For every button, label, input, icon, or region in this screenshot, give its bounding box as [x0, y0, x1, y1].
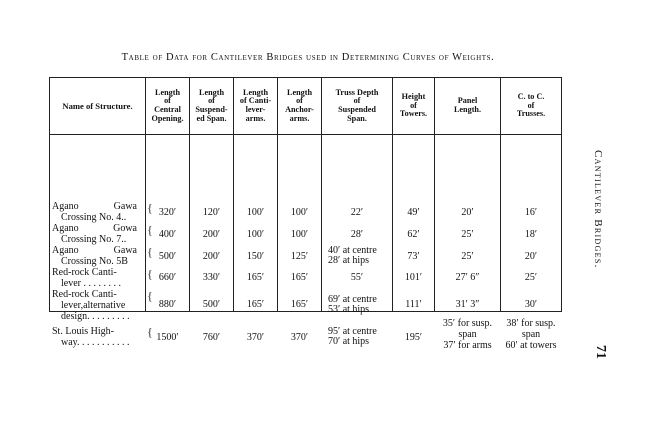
suspended-span-column — [190, 135, 234, 343]
header-panel-length: Panel Length. — [435, 78, 501, 135]
name-line: Red-rock Canti- — [52, 289, 117, 300]
truss-value: 55′ — [350, 272, 364, 283]
header-row — [50, 78, 562, 135]
panel-value: 35′ for susp. — [442, 318, 493, 329]
name-line: lever . . . . . . . . — [61, 278, 121, 289]
height-value: 111′ — [405, 299, 422, 310]
ctoc-value: 25′ — [524, 272, 538, 283]
brace-mark: { — [147, 325, 153, 339]
ctoc-value: 60′ at towers — [505, 340, 557, 351]
name-line: design. . . . . . . . . — [61, 311, 130, 322]
header-central-opening: Length of Central Opening. — [146, 78, 190, 135]
height-value: 101′ — [404, 272, 423, 283]
truss-value: 40′ at centre — [328, 245, 377, 256]
name-line: St. Louis High- — [52, 326, 114, 337]
c-to-c-column — [501, 135, 562, 351]
header-suspended-span: Length of Suspend- ed Span. — [190, 78, 234, 135]
name-line: Red-rock Canti- — [52, 267, 117, 278]
height-value: 62′ — [407, 229, 420, 240]
truss-value: 22′ — [350, 207, 364, 218]
anchor-value: 100′ — [290, 229, 309, 240]
height-value: 195′ — [404, 332, 423, 343]
panel-value: 27′ 6″ — [455, 272, 480, 283]
suspended-value: 760′ — [202, 332, 221, 343]
running-head: Cantilever Bridges. — [592, 150, 604, 269]
central-value: 660′ — [158, 272, 177, 283]
cantilever-value: 100′ — [246, 229, 265, 240]
header-height-towers: Height of Towers. — [393, 78, 435, 135]
ctoc-value: 18′ — [524, 229, 538, 240]
name-line: Crossing No. 4.. — [61, 212, 127, 223]
name-line: Agano Gawa — [52, 201, 137, 212]
panel-value: 25′ — [461, 229, 474, 240]
anchor-value: 100′ — [290, 207, 309, 218]
brace-mark: { — [147, 289, 153, 303]
name-line: Agano Gawa — [52, 245, 137, 256]
cantilever-data-table — [49, 77, 562, 351]
anchor-value: 165′ — [290, 299, 309, 310]
page-number: 71 — [593, 345, 608, 359]
suspended-value: 500′ — [202, 299, 221, 310]
central-value: 1500′ — [156, 332, 179, 343]
central-value: 320′ — [158, 207, 177, 218]
cantilever-value: 165′ — [246, 272, 265, 283]
truss-value: 28′ — [350, 229, 364, 240]
suspended-value: 120′ — [202, 207, 221, 218]
cantilever-value: 165′ — [246, 299, 265, 310]
name-line: way. . . . . . . . . . . — [61, 337, 130, 348]
header-c-to-c: C. to C. of Trusses. — [501, 78, 562, 135]
truss-value: 53′ at hips — [328, 304, 370, 315]
panel-length-column — [435, 135, 501, 351]
height-value: 49′ — [407, 207, 420, 218]
cantilever-value: 370′ — [246, 332, 265, 343]
cantilever-arms-column — [234, 135, 278, 343]
central-value: 880′ — [158, 299, 177, 310]
ctoc-value: 38′ for susp. — [506, 318, 556, 329]
suspended-value: 200′ — [202, 229, 221, 240]
anchor-value: 125′ — [290, 251, 309, 262]
ctoc-value: 16′ — [524, 207, 538, 218]
truss-value: 69′ at centre — [328, 294, 377, 305]
anchor-value: 165′ — [290, 272, 309, 283]
central-value: 400′ — [158, 229, 177, 240]
name-line: Agano Gowa — [52, 223, 137, 234]
brace-mark: { — [147, 201, 153, 215]
ctoc-value: 20′ — [524, 251, 538, 262]
panel-value: 37′ for arms — [443, 340, 492, 351]
header-anchor-arms: Length of Anchor- arms. — [278, 78, 322, 135]
cantilever-value: 150′ — [246, 251, 265, 262]
tower-height-column — [393, 135, 435, 343]
ctoc-value: span — [521, 329, 541, 340]
cantilever-value: 100′ — [246, 207, 265, 218]
name-column — [50, 135, 146, 348]
name-line: lever,alternative — [61, 300, 126, 311]
panel-value: 31′ 3″ — [455, 299, 480, 310]
panel-value: 25′ — [461, 251, 474, 262]
anchor-arms-column — [278, 135, 322, 343]
panel-value: span — [458, 329, 477, 340]
truss-value: 95′ at centre — [328, 326, 377, 337]
brace-mark: { — [147, 267, 153, 281]
brace-mark: { — [147, 223, 153, 237]
header-cantilever-arms: Length of Canti- lever- arms. — [234, 78, 278, 135]
table-caption: Table of Data for Cantilever Bridges used in Determining Curves of Weights. — [121, 52, 495, 63]
header-name: Name of Structure. — [50, 78, 146, 135]
header-truss-depth: Truss Depth of Suspended Span. — [322, 78, 393, 135]
brace-mark: { — [147, 245, 153, 259]
ctoc-value: 30′ — [524, 299, 538, 310]
suspended-value: 330′ — [202, 272, 221, 283]
truss-value: 28′ at hips — [328, 255, 370, 266]
central-value: 500′ — [158, 251, 177, 262]
height-value: 73′ — [407, 251, 420, 262]
name-line: Crossing No. 5B — [61, 256, 128, 267]
truss-depth-column — [322, 135, 393, 347]
truss-value: 70′ at hips — [328, 336, 370, 347]
suspended-value: 200′ — [202, 251, 221, 262]
anchor-value: 370′ — [290, 332, 309, 343]
table-body-row — [50, 135, 562, 312]
central-opening-column — [146, 135, 190, 343]
panel-value: 20′ — [461, 207, 474, 218]
name-line: Crossing No. 7.. — [61, 234, 127, 245]
